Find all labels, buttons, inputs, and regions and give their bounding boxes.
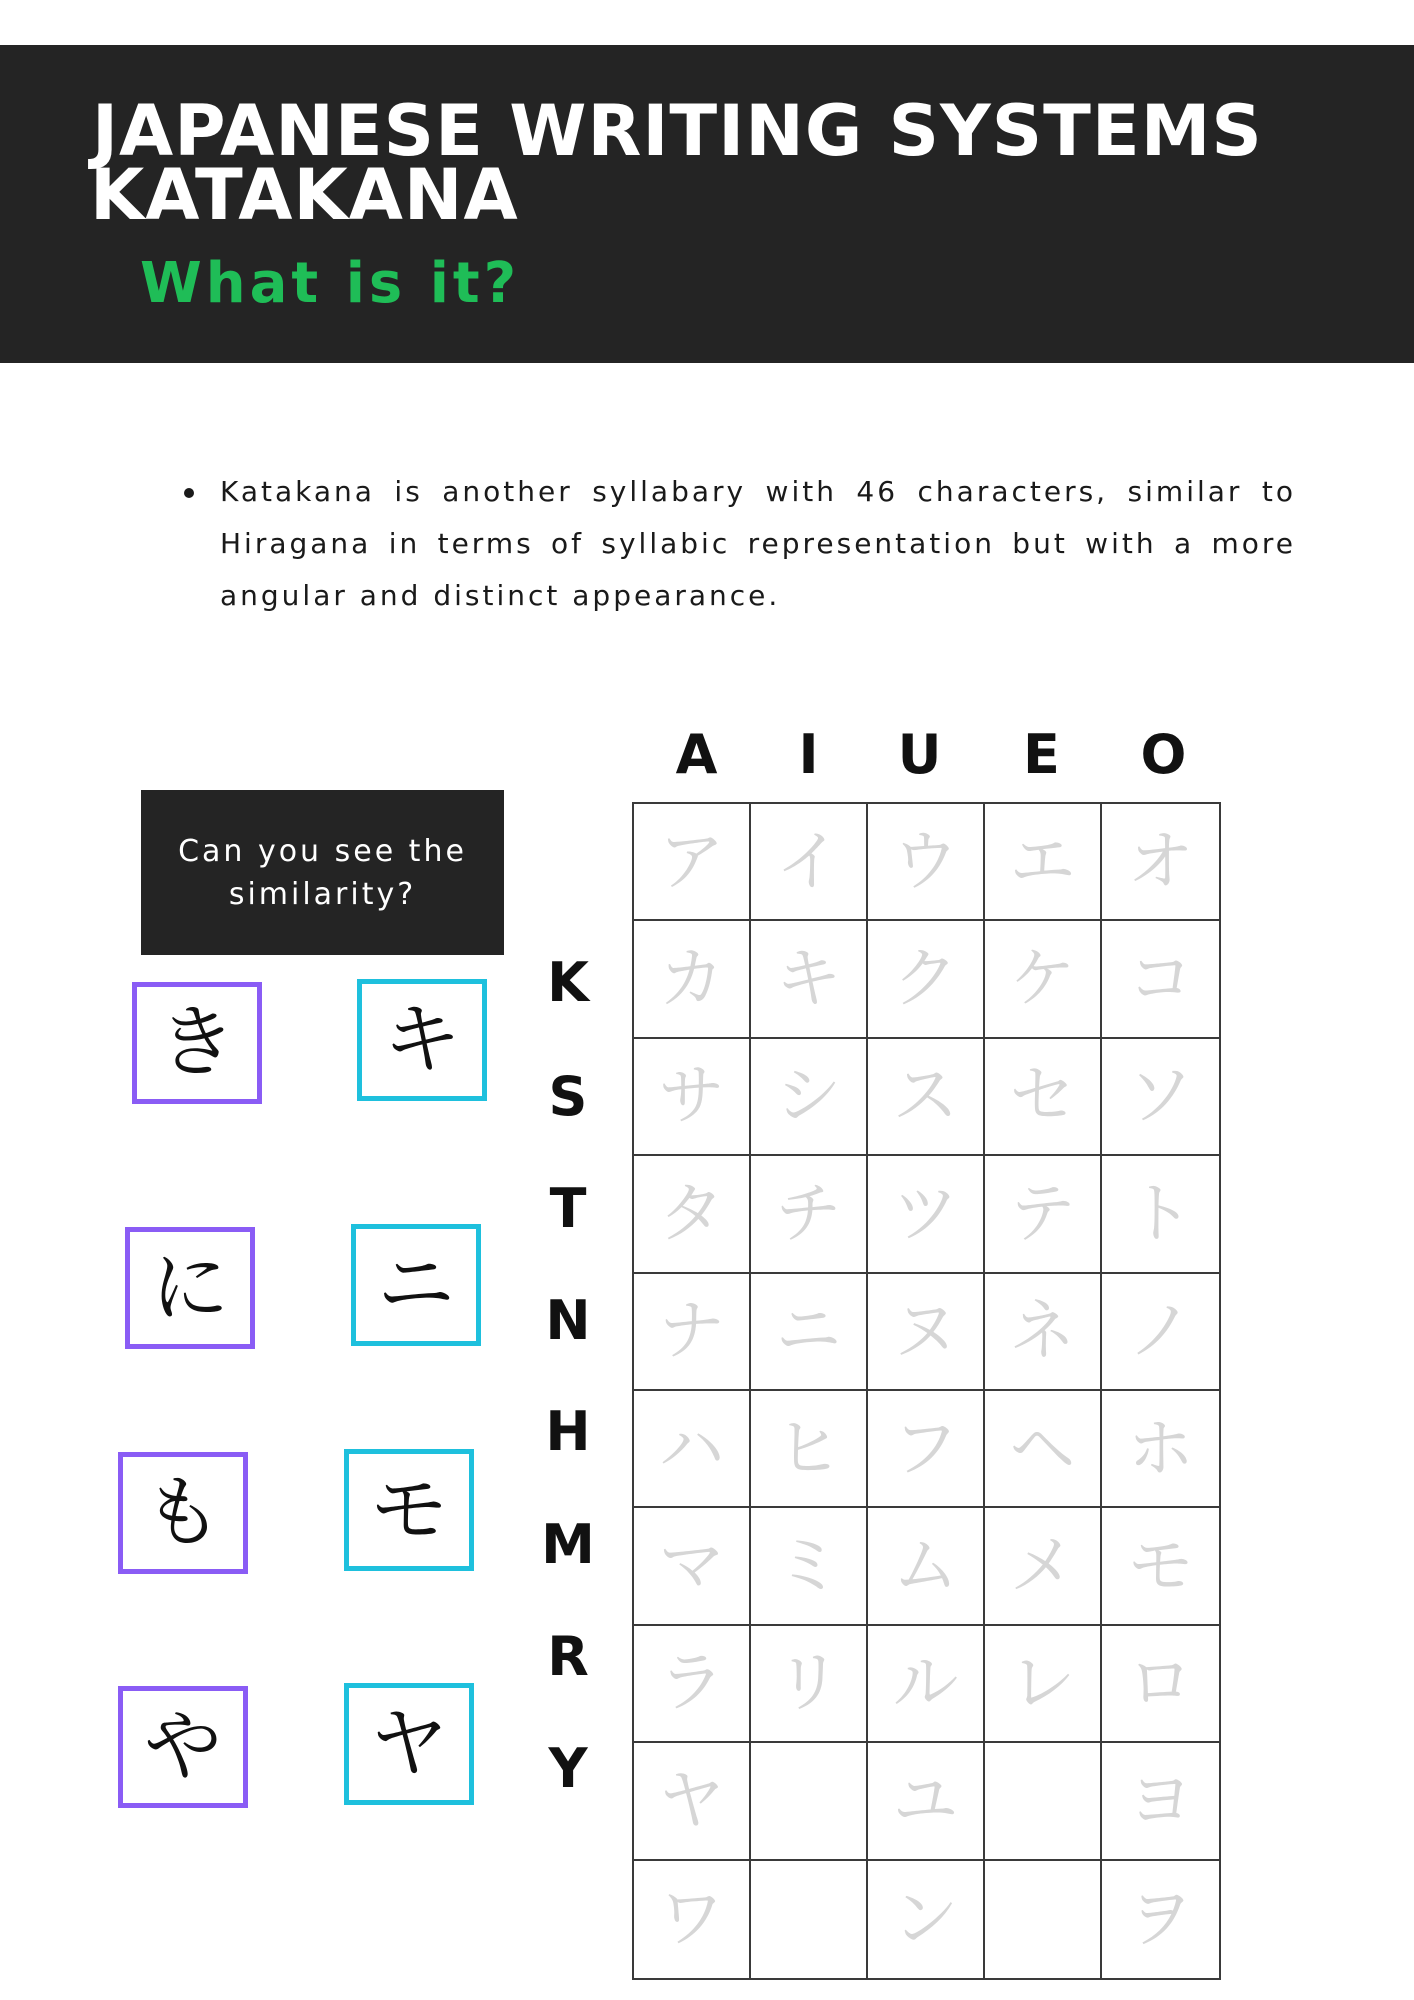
katakana-cell: ル (868, 1626, 985, 1743)
katakana-cell: ミ (751, 1508, 868, 1625)
katakana-cell: ホ (1102, 1391, 1219, 1508)
hiragana-ni-box: に (125, 1227, 255, 1349)
katakana-cell: ウ (868, 804, 985, 921)
row-header-k: K (547, 951, 589, 1014)
row-header-n: N (545, 1289, 591, 1352)
katakana-cell: ロ (1102, 1626, 1219, 1743)
katakana-cell: モ (1102, 1508, 1219, 1625)
hiragana-ki-box: き (132, 982, 262, 1104)
katakana-cell: ツ (868, 1156, 985, 1273)
katakana-cell: ケ (985, 921, 1102, 1038)
katakana-grid (632, 802, 1221, 1980)
katakana-ki-box: キ (357, 979, 487, 1101)
hiragana-ya-box: や (118, 1686, 248, 1808)
katakana-cell: リ (751, 1626, 868, 1743)
katakana-cell: ヤ (634, 1743, 751, 1860)
column-header-o: O (1140, 723, 1187, 786)
katakana-mo-box: モ (344, 1449, 474, 1571)
katakana-cell: ソ (1102, 1039, 1219, 1156)
page-title-line1: JAPANESE WRITING SYSTEMS (92, 90, 1263, 172)
katakana-cell: ヘ (985, 1391, 1102, 1508)
katakana-cell: ニ (751, 1274, 868, 1391)
katakana-cell: ヒ (751, 1391, 868, 1508)
column-header-a: A (675, 723, 718, 786)
katakana-cell: キ (751, 921, 868, 1038)
katakana-cell: チ (751, 1156, 868, 1273)
column-header-u: U (897, 723, 942, 786)
row-header-y: Y (548, 1737, 588, 1800)
katakana-cell: マ (634, 1508, 751, 1625)
katakana-cell: オ (1102, 804, 1219, 921)
katakana-cell: フ (868, 1391, 985, 1508)
intro-bullet-text: Katakana is another syllabary with 46 characters, similar to Hiragana in terms of syllabic representation but with a more angular and distinct appearance. (220, 475, 1296, 612)
katakana-cell: ス (868, 1039, 985, 1156)
katakana-cell: ク (868, 921, 985, 1038)
row-header-m: M (541, 1513, 595, 1576)
row-header-r: R (547, 1625, 589, 1688)
katakana-cell: ア (634, 804, 751, 921)
katakana-cell: エ (985, 804, 1102, 921)
katakana-cell: ハ (634, 1391, 751, 1508)
column-header-i: I (798, 723, 819, 786)
bullet-icon (184, 488, 194, 498)
similarity-callout (141, 790, 504, 955)
katakana-cell: セ (985, 1039, 1102, 1156)
katakana-cell: ラ (634, 1626, 751, 1743)
katakana-cell (751, 1743, 868, 1860)
katakana-cell: サ (634, 1039, 751, 1156)
katakana-cell (985, 1743, 1102, 1860)
katakana-cell: メ (985, 1508, 1102, 1625)
katakana-ya-box: ヤ (344, 1683, 474, 1805)
callout-text: Can you see the similarity? (178, 833, 467, 912)
katakana-ni-box: ニ (351, 1224, 481, 1346)
column-header-e: E (1023, 723, 1060, 786)
page-subtitle: What is it? (140, 251, 521, 316)
katakana-cell: ン (868, 1861, 985, 1978)
hiragana-mo-box: も (118, 1452, 248, 1574)
katakana-cell: ヨ (1102, 1743, 1219, 1860)
intro-bullet-item (180, 466, 1296, 622)
katakana-cell: ノ (1102, 1274, 1219, 1391)
katakana-cell: レ (985, 1626, 1102, 1743)
row-header-s: S (548, 1065, 588, 1128)
katakana-cell: ユ (868, 1743, 985, 1860)
katakana-cell (751, 1861, 868, 1978)
katakana-cell: ヌ (868, 1274, 985, 1391)
row-header-t: T (549, 1177, 587, 1240)
katakana-cell: コ (1102, 921, 1219, 1038)
katakana-cell: テ (985, 1156, 1102, 1273)
katakana-cell: ワ (634, 1861, 751, 1978)
katakana-cell: イ (751, 804, 868, 921)
katakana-cell: カ (634, 921, 751, 1038)
katakana-cell (985, 1861, 1102, 1978)
katakana-cell: ト (1102, 1156, 1219, 1273)
page-title-line2: KATAKANA (90, 154, 519, 236)
katakana-cell: ム (868, 1508, 985, 1625)
row-header-h: H (545, 1400, 591, 1463)
katakana-cell: ネ (985, 1274, 1102, 1391)
katakana-cell: タ (634, 1156, 751, 1273)
intro-list (180, 466, 1296, 622)
katakana-cell: ナ (634, 1274, 751, 1391)
katakana-cell: シ (751, 1039, 868, 1156)
katakana-cell: ヲ (1127, 1880, 1194, 1958)
